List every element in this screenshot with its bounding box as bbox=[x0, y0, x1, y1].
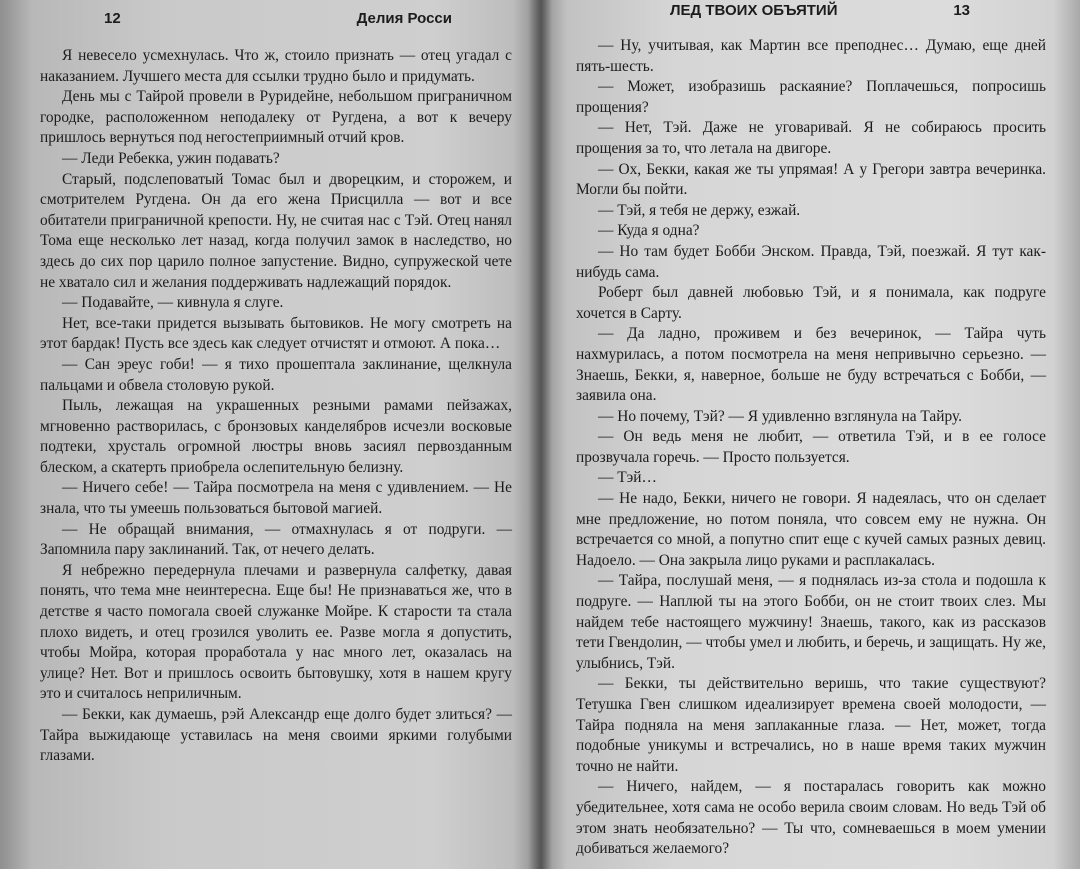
paragraph: Я невесело усмехнулась. Что ж, стоило признать — отец угадал с наказанием. Лучшего места для ссылки трудно было и придумать. bbox=[40, 47, 512, 85]
paragraph: — Не обращай внимания, — отмахнулась я от подруги. — Запомнила пару заклинаний. Так, от нечего делать. bbox=[40, 520, 512, 559]
paragraph: Нет, все-таки придется вызывать бытовиков. Не могу смотреть на этот бардак! Пусть все здесь как следует отчистят и отмоют. А пока… bbox=[40, 314, 512, 353]
left-page-number: 12 bbox=[104, 10, 121, 27]
paragraph: — Ох, Бекки, какая же ты упрямая! А у Грегори завтра вечеринка. Могли бы пойти. bbox=[576, 160, 1046, 199]
paragraph: — Ничего, найдем, — я постаралась говорить как можно убедительнее, хотя сама не особо верила своим словам. Но ведь Тэй об этом знать необязательно? — Ты что, сомневаешься в моем умении добиваться желаемого? bbox=[576, 778, 1046, 858]
paragraph: — Тэй… bbox=[598, 469, 657, 487]
paragraph: — Может, изобразишь раскаяние? Поплачешься, попросишь прощения? bbox=[576, 78, 1046, 116]
paragraph: — Нет, Тэй. Даже не уговаривай. Я не собираюсь просить прощения за то, что летала на двигоре. bbox=[576, 119, 1046, 157]
paragraph: — Куда я одна? bbox=[598, 222, 700, 240]
paragraph: Старый, подслеповатый Томас был и дворецким, и сторожем, и смотрителем Ругдена. Он да его жена Присцилла — вот и все обитатели приграничной крепости. Ну, не считая нас с Тэй. Отец нанял Тома еще несколько лет назад, когда получил замок в наследство, но здесь до сих пор царило полное запустение. Видно, супружеской чете не хватало сил и желания поддерживать надлежащий порядок. bbox=[40, 170, 512, 291]
paragraph: Роберт был давней любовью Тэй, и я понимала, как подруге хочется в Сарту. bbox=[576, 284, 1046, 322]
right-page bbox=[540, 0, 1080, 869]
paragraph: — Но там будет Бобби Энском. Правда, Тэй, поезжай. Я тут как-нибудь сама. bbox=[576, 242, 1046, 281]
right-page-number: 13 bbox=[953, 2, 970, 19]
paragraph: — Ну, учитывая, как Мартин все преподнес… Думаю, еще дней пять-шесть. bbox=[576, 37, 1046, 75]
right-page-text bbox=[576, 36, 1046, 860]
paragraph: — Бекки, ты действительно веришь, что такие существуют? Тетушка Гвен слишком идеализирует времена своей молодости, — Тайра подняла на меня заплаканные глаза. — Нет, может, тогда подобные уникумы и встречались, но в наше время таких мужчин точно не найти. bbox=[576, 675, 1046, 775]
paragraph: — Да ладно, проживем и без вечеринок, — Тайра чуть нахмурилась, а потом посмотрела на меня непривычно серьезно. — Знаешь, Бекки, я, наверное, больше не буду встречаться с Бобби, — заявила она. bbox=[576, 325, 1046, 405]
paragraph: — Ничего себе! — Тайра посмотрела на меня с удивлением. — Не знала, что ты умеешь пользоваться бытовой магией. bbox=[40, 479, 512, 518]
paragraph: — Не надо, Бекки, ничего не говори. Я надеялась, что он сделает мне предложение, но потом поняла, что совсем ему не нужна. Он встречается со мной, а попутно спит еще с кучей самых разных девиц. Надоело. — Она закрыла лицо руками и расплакалась. bbox=[576, 490, 1046, 569]
paragraph: — Он ведь меня не любит, — ответила Тэй, и в ее голосе прозвучала горечь. — Просто пользуется. bbox=[576, 428, 1046, 466]
paragraph: — Тэй, я тебя не держу, езжай. bbox=[598, 201, 801, 219]
paragraph: — Но почему, Тэй? — Я удивленно взглянула на Тайру. bbox=[598, 407, 962, 425]
paragraph: — Леди Ребекка, ужин подавать? bbox=[62, 149, 280, 167]
paragraph: День мы с Тайрой провели в Руридейне, небольшом приграничном городке, расположенном неподалеку от Ругдена, а вот к вечеру пришлось вернуться под негостеприимный отчий кров. bbox=[40, 88, 512, 147]
paragraph: Я небрежно передернула плечами и развернула салфетку, давая понять, что тема мне неинтересна. Еще бы! Не признаваться же, что в детстве я часто помогала своей служанке Мойре. К старости та стала плохо видеть, и отец грозился уволить ее. Разве могла я допустить, чтобы Мойра, которая проработала у нас много лет, оказалась на улице? Нет. Вот и пришлось освоить бытовушку, хотя в нашем кругу это и считалось неприличным. bbox=[40, 561, 512, 703]
left-running-head: Делия Росси bbox=[356, 10, 452, 27]
right-page-header bbox=[576, 0, 1046, 28]
paragraph: — Тайра, послушай меня, — я поднялась из-за стола и подошла к подруге. — Наплюй ты на этого Бобби, он не стоит твоих слез. Мы найдем тебе настоящего мужчину! Знаешь, такого, как из рассказов тети Гвендолин, — чтобы умел и любить, и беречь, и защищать. Ну же, улыбнись, Тэй. bbox=[576, 572, 1046, 672]
right-running-head: ЛЕД ТВОИХ ОБЪЯТИЙ bbox=[670, 2, 838, 19]
paragraph: — Подавайте, — кивнула я слуге. bbox=[62, 294, 284, 312]
paragraph: — Сан эреус гоби! — я тихо прошептала заклинание, щелкнула пальцами и обвела столовую рукой. bbox=[40, 355, 512, 394]
paragraph: — Бекки, как думаешь, рэй Александр еще долго будет злиться? — Тайра выжидающе уставилась на меня своими яркими голубыми глазами. bbox=[40, 706, 512, 765]
paragraph: Пыль, лежащая на украшенных резными рамами пейзажах, мгновенно растворилась, с бронзовых канделябров исчезли восковые подтеки, хрусталь огромной люстры вновь засиял первозданным блеском, а скатерть приобрела ослепительную белизну. bbox=[40, 397, 512, 476]
left-page-text bbox=[40, 46, 512, 767]
left-page-header bbox=[40, 6, 512, 32]
